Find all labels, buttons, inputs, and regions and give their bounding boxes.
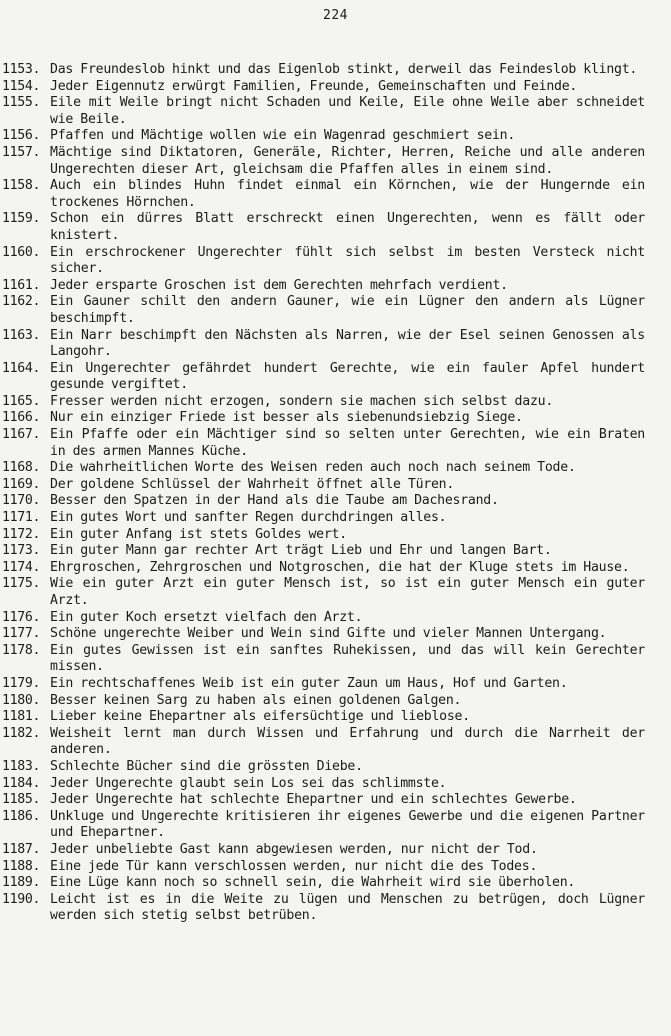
proverb-number: 1168. — [2, 460, 41, 476]
proverb-entry — [2, 527, 645, 544]
proverb-number: 1159. — [2, 211, 41, 227]
proverb-number: 1171. — [2, 510, 41, 526]
proverb-entry — [2, 792, 645, 809]
proverb-number: 1182. — [2, 725, 41, 741]
proverb-number: 1175. — [2, 576, 41, 592]
proverb-entry — [2, 410, 645, 427]
proverb-number: 1172. — [2, 526, 41, 542]
proverb-number: 1186. — [2, 808, 41, 824]
proverb-number: 1157. — [2, 144, 41, 160]
proverb-text: Das Freundeslob hinkt und das Eigenlob stinkt, derweil das Feindeslob klingt. — [50, 62, 638, 77]
proverb-entry — [2, 427, 645, 460]
proverb-entry — [2, 693, 645, 710]
proverb-entry — [2, 543, 645, 560]
proverb-number: 1154. — [2, 78, 41, 94]
proverb-text: Auch ein blindes Huhn findet einmal ein Körnchen, wie der Hungernde ein trockenes Hörnchen. — [50, 178, 645, 210]
proverb-text: Ein guter Koch ersetzt vielfach den Arzt. — [50, 609, 363, 625]
proverb-text: Ein rechtschaffenes Weib ist ein guter Zaun um Haus, Hof und Garten. — [50, 675, 568, 691]
proverb-number: 1153. — [2, 62, 41, 77]
page-number: 224 — [323, 8, 348, 23]
proverb-text: Jeder Eigennutz erwürgt Familien, Freunde, Gemeinschaften und Feinde. — [50, 78, 578, 94]
proverb-text: Eine Lüge kann noch so schnell sein, die Wahrheit wird sie überholen. — [50, 875, 576, 891]
proverb-number: 1176. — [2, 609, 41, 625]
proverb-text: Unkluge und Ungerechte kritisieren ihr eigenes Gewerbe und die eigenen Partner und Ehepartner. — [50, 808, 645, 841]
proverb-number: 1187. — [2, 841, 41, 857]
proverb-text: Pfaffen und Mächtige wollen wie ein Wagenrad geschmiert sein. — [50, 128, 516, 144]
proverb-text: Jeder ersparte Groschen ist dem Gerechten mehrfach verdient. — [50, 277, 508, 293]
proverb-text: Besser den Spatzen in der Hand als die Taube am Dachesrand. — [50, 493, 499, 509]
proverb-number: 1181. — [2, 709, 41, 725]
proverb-text: Besser keinen Sarg zu haben als einen goldenen Galgen. — [50, 692, 462, 708]
proverb-text: Schlechte Bücher sind die grössten Diebe. — [50, 758, 363, 774]
proverb-entry — [2, 709, 645, 726]
proverb-entry — [2, 95, 645, 128]
proverb-text: Ein Narr beschimpft den Nächsten als Narren, wie der Esel seinen Genossen als Langohr. — [50, 327, 645, 360]
proverb-text: Ein guter Mann gar rechter Art trägt Lieb und Ehr und langen Bart. — [50, 543, 552, 559]
proverb-text: Schon ein dürres Blatt erschreckt einen Ungerechten, wenn es fällt oder knistert. — [50, 211, 645, 243]
proverb-entry — [2, 892, 645, 925]
proverb-list — [2, 62, 645, 925]
proverb-entry — [2, 278, 645, 295]
proverb-entry — [2, 560, 645, 577]
proverb-entry — [2, 62, 645, 79]
proverb-entry — [2, 145, 645, 178]
proverb-entry — [2, 776, 645, 793]
proverb-text: Ein gutes Wort und sanfter Regen durchdringen alles. — [50, 510, 447, 526]
proverb-number: 1177. — [2, 626, 41, 642]
proverb-number: 1178. — [2, 642, 41, 658]
proverb-number: 1174. — [2, 559, 41, 575]
proverb-text: Lieber keine Ehepartner als eifersüchtige und lieblose. — [50, 709, 470, 725]
proverb-text: Die wahrheitlichen Worte des Weisen reden auch noch nach seinem Tode. — [50, 460, 576, 476]
proverb-number: 1155. — [2, 95, 41, 111]
proverb-entry — [2, 394, 645, 411]
proverb-entry — [2, 626, 645, 643]
proverb-text: Fresser werden nicht erzogen, sondern sie machen sich selbst dazu. — [50, 393, 554, 409]
proverb-entry — [2, 510, 645, 527]
proverb-number: 1167. — [2, 427, 41, 443]
proverb-text: Der goldene Schlüssel der Wahrheit öffnet alle Türen. — [50, 476, 455, 492]
proverb-text: Ein gutes Gewissen ist ein sanftes Ruhekissen, und das will kein Gerechter missen. — [50, 642, 645, 675]
proverb-text: Ehrgroschen, Zehrgroschen und Notgroschen, die hat der Kluge stets im Hause. — [50, 559, 630, 575]
proverb-entry — [2, 460, 645, 477]
proverb-text: Ein Pfaffe oder ein Mächtiger sind so selten unter Gerechten, wie ein Braten in des armen Mannes Küche. — [50, 427, 645, 459]
proverb-number: 1190. — [2, 891, 41, 907]
proverb-entry — [2, 726, 645, 759]
proverb-text: Jeder unbeliebte Gast kann abgewiesen werden, nur nicht der Tod. — [50, 841, 538, 857]
proverb-text: Ein Ungerechter gefährdet hundert Gerechte, wie ein fauler Apfel hundert gesunde vergiftet. — [50, 360, 645, 393]
proverb-number: 1161. — [2, 277, 41, 293]
proverb-entry — [2, 328, 645, 361]
proverb-entry — [2, 859, 645, 876]
proverb-number: 1188. — [2, 858, 41, 874]
proverb-number: 1183. — [2, 758, 41, 774]
proverb-entry — [2, 128, 645, 145]
proverb-entry — [2, 178, 645, 211]
proverb-entry — [2, 676, 645, 693]
proverb-entry — [2, 842, 645, 859]
proverb-number: 1165. — [2, 393, 41, 409]
proverb-number: 1173. — [2, 543, 41, 559]
proverb-number: 1179. — [2, 675, 41, 691]
proverb-number: 1156. — [2, 128, 41, 144]
proverb-entry — [2, 361, 645, 394]
proverb-text: Weisheit lernt man durch Wissen und Erfahrung und durch die Narrheit der anderen. — [50, 725, 645, 758]
proverb-number: 1162. — [2, 294, 41, 310]
proverb-text: Mächtige sind Diktatoren, Generäle, Richter, Herren, Reiche und alle anderen Ungerechten dieser Art, gleichsam die Pfaffen alles in einem sind. — [50, 144, 645, 177]
proverb-number: 1180. — [2, 692, 41, 708]
proverb-number: 1160. — [2, 244, 41, 260]
proverb-text: Ein guter Anfang ist stets Goldes wert. — [50, 526, 347, 542]
proverb-number: 1163. — [2, 327, 41, 343]
proverb-text: Leicht ist es in die Weite zu lügen und Menschen zu betrügen, doch Lügner werden sich stetig selbst betrüben. — [50, 891, 645, 924]
proverb-text: Ein Gauner schilt den andern Gauner, wie ein Lügner den andern als Lügner beschimpft. — [50, 294, 645, 326]
proverb-entry — [2, 245, 645, 278]
proverb-text: Eile mit Weile bringt nicht Schaden und Keile, Eile ohne Weile aber schneidet wie Beile. — [50, 95, 645, 127]
proverb-number: 1158. — [2, 178, 41, 194]
proverb-text: Eine jede Tür kann verschlossen werden, nur nicht die des Todes. — [50, 858, 538, 874]
proverb-entry — [2, 643, 645, 676]
proverb-entry — [2, 809, 645, 842]
proverb-text: Jeder Ungerechte glaubt sein Los sei das schlimmste. — [50, 775, 447, 791]
proverb-number: 1184. — [2, 775, 41, 791]
proverb-entry — [2, 211, 645, 244]
proverb-text: Ein erschrockener Ungerechter fühlt sich selbst im besten Versteck nicht sicher. — [50, 244, 645, 277]
proverb-entry — [2, 610, 645, 627]
proverb-entry — [2, 875, 645, 892]
proverb-number: 1169. — [2, 476, 41, 492]
proverb-text: Nur ein einziger Friede ist besser als siebenundsiebzig Siege. — [50, 410, 523, 426]
proverb-entry — [2, 477, 645, 494]
proverb-entry — [2, 79, 645, 96]
proverb-entry — [2, 576, 645, 609]
proverb-number: 1164. — [2, 360, 41, 376]
proverb-number: 1185. — [2, 792, 41, 808]
proverb-text: Wie ein guter Arzt ein guter Mensch ist, so ist ein guter Mensch ein guter Arzt. — [50, 576, 645, 608]
proverb-number: 1166. — [2, 410, 41, 426]
proverb-entry — [2, 493, 645, 510]
proverb-text: Schöne ungerechte Weiber und Wein sind Gifte und vieler Mannen Untergang. — [50, 626, 607, 642]
proverb-text: Jeder Ungerechte hat schlechte Ehepartner und ein schlechtes Gewerbe. — [50, 792, 577, 808]
proverb-number: 1189. — [2, 875, 41, 891]
proverb-number: 1170. — [2, 493, 41, 509]
proverb-entry — [2, 759, 645, 776]
proverb-entry — [2, 294, 645, 327]
